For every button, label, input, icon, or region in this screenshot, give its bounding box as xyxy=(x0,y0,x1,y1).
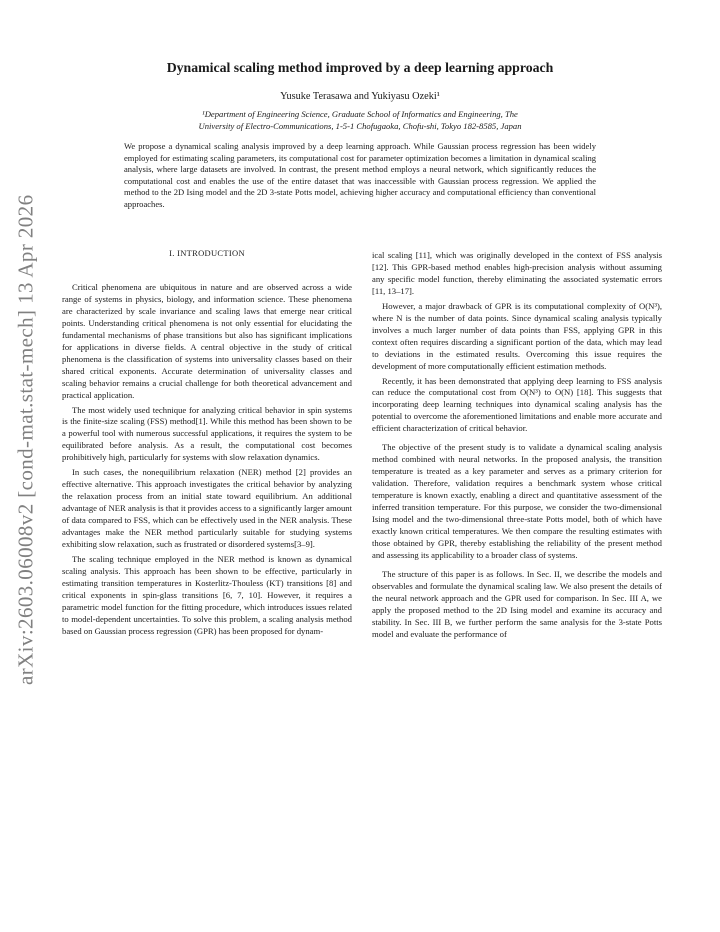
paper-title: Dynamical scaling method improved by a deep learning approach xyxy=(166,60,554,75)
paragraph: Critical phenomena are ubiquitous in nature and are observed across a wide range of systems in physics, biology, and information science. These phenomena are characterized by scale invariance and scaling laws that emerge near critical points. Understanding critical phenomena is not only essential for elucidating the fundamental mechanisms of phase transitions but also has significant implications for applications in diverse fields. A central objective in the study of critical phenomena is the classification of systems into universality classes based on their shared critical exponents. Accurate determination of universality classes and scaling behavior remains a crucial challenge for both theoretical advancement and practical application. xyxy=(62,282,352,400)
abstract: We propose a dynamical scaling analysis improved by a deep learning approach. While Gaussian process regression has been widely employed for estimating scaling parameters, its computational cost for parameter optimization becomes a limitation in dynamical scaling analysis, where large datasets are involved. In contrast, the present method employs a neural network, which significantly reduces the computational cost and enables the use of the entire dataset that was inaccessible with Gaussian process regression. We applied the method to the 2D Ising model and the 2D 3-state Potts model, achieving higher accuracy and computational efficiency than conventional approaches. xyxy=(124,141,596,209)
left-column xyxy=(62,248,352,641)
right-column xyxy=(372,250,662,644)
affiliation-line-2: University of Electro-Communications, 1-5-1 Chofugaoka, Chofu-shi, Tokyo 182-8585, Japan xyxy=(198,121,522,131)
affiliation xyxy=(60,108,660,132)
paragraph: ical scaling [11], which was originally developed in the context of FSS analysis [12]. This GPR-based method enables high-precision analysis without assuming any specific model function, thereby eliminating the associated systematic errors [11, 13–17]. xyxy=(372,250,662,296)
paragraph: However, a major drawback of GPR is its computational complexity of O(N³), where N is the number of data points. Since dynamical scaling analysis typically involves a much larger number of data points than FSS, applying GPR in this context often requires discarding a significant portion of the data, which may lead to deviations in the estimated results. Overcoming this issue requires the development of more computationally efficient estimation methods. xyxy=(372,300,662,371)
paragraph: The objective of the present study is to validate a dynamical scaling analysis method combined with neural networks. In the proposed analysis, the transition temperature is treated as a key parameter and serves as a primary criterion for validation. Therefore, validation requires a benchmark system whose critical temperature is known exactly, enabling a direct and quantitative assessment of the inferred transition temperature. For this purpose, we consider the two-dimensional Ising model and the two-dimensional three-state Potts model, both of which have exactly known critical temperatures. We then compare the resulting estimates with those obtained by GPR, thereby establishing the reliability of the present method and assessing its applicability to a broader class of systems. xyxy=(372,442,662,560)
affiliation-line-1: ¹Department of Engineering Science, Graduate School of Informatics and Engineering, The xyxy=(202,109,518,119)
paragraph: The most widely used technique for analyzing critical behavior in spin systems is the finite-size scaling (FSS) method[1]. While this method has been shown to be a powerful tool with numerous successful applications, it requires the system to be equilibrated before analysis. As a result, the computational cost becomes prohibitively high, particularly for systems with slow relaxation dynamics. xyxy=(62,404,352,463)
paragraph: The scaling technique employed in the NER method is known as dynamical scaling analysis. This approach has been shown to be effective, particularly in estimating transition temperatures in Kosterlitz-Thouless (KT) transitions [8] and critical exponents in spin-glass transitions [6, 7, 10]. However, it requires a parametric model function for the fitting procedure, which introduces issues related to model-dependent uncertainties. To solve this problem, a scaling analysis method based on Gaussian process regression (GPR) has been proposed for dynam- xyxy=(62,553,352,636)
section-heading: I. INTRODUCTION xyxy=(169,248,245,258)
paragraph: In such cases, the nonequilibrium relaxation (NER) method [2] provides an effective alternative. This approach investigates the critical behavior by analyzing the relaxation process from an initial state toward equilibrium. An additional advantage of NER analysis is that it provides access to a significantly larger amount of data compared to FSS, which can be effectively used in the NER analysis. These advantages make the NER method particularly suitable for studying systems exhibiting slow relaxation, such as frustrated or disordered systems[3–9]. xyxy=(62,467,352,550)
arxiv-identifier: arXiv:2603.06008v2 [cond-mat.stat-mech] 13 Apr 2026 xyxy=(13,194,38,686)
authors: Yusuke Terasawa and Yukiyasu Ozeki¹ xyxy=(280,91,440,102)
paragraph: Recently, it has been demonstrated that applying deep learning to FSS analysis can reduce the computational cost from O(N³) to O(N) [18]. This suggests that incorporating deep learning techniques into dynamical scaling analysis has the potential to overcome the aforementioned limitations and enable more accurate and efficient characterization of critical behavior. xyxy=(372,375,662,434)
paragraph: The structure of this paper is as follows. In Sec. II, we describe the models and observables and formulate the dynamical scaling law. We also present the details of the neural network approach and the GPR used for comparison. In Sec. III A, we apply the proposed method to the 2D Ising model and examine its accuracy and stability. In Sec. III B, we further perform the same analysis for the 3-state Potts model and evaluate the performance of xyxy=(372,568,662,639)
